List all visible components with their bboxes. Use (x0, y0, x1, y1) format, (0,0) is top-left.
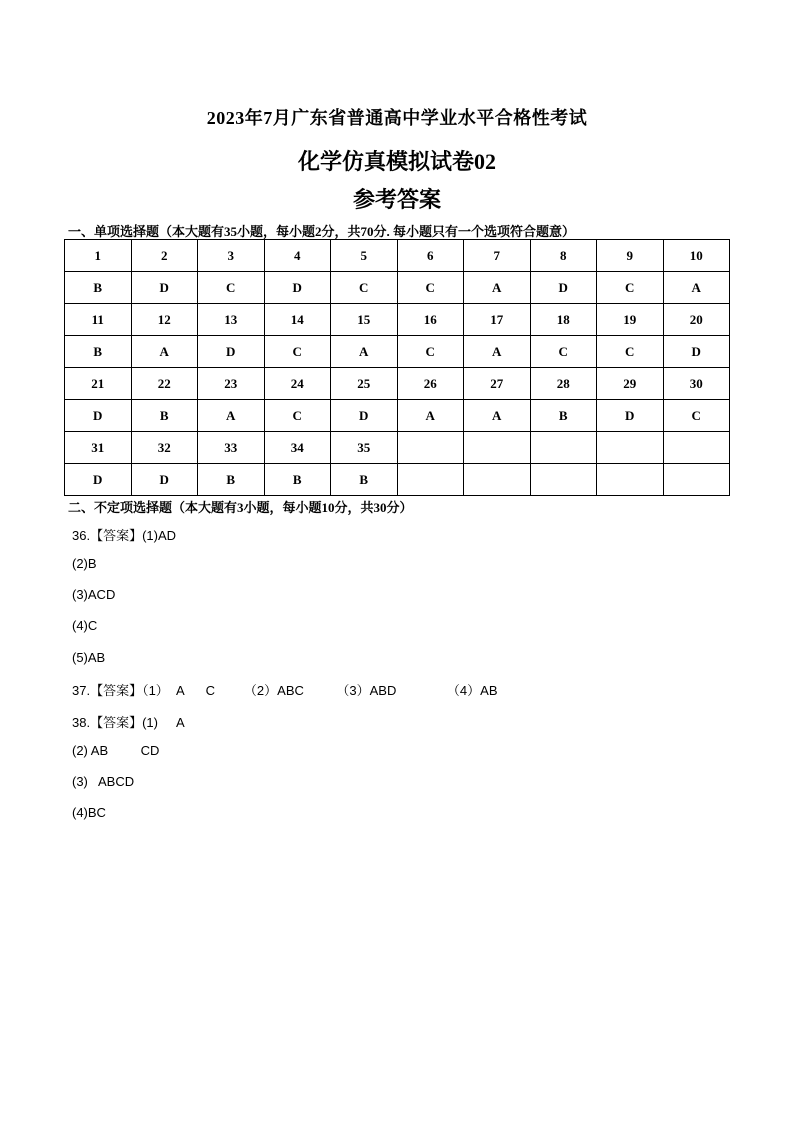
answer-cell: A (663, 272, 730, 304)
answer-cell: D (663, 336, 730, 368)
answer-cell: D (65, 464, 132, 496)
answer-cell: B (65, 272, 132, 304)
answer-line-36-5: (5)AB (72, 650, 106, 665)
answer-cell: A (464, 400, 531, 432)
answer-line-36-3: (3)ACD (72, 587, 116, 602)
question-number-cell: 27 (464, 368, 531, 400)
answer-cell: D (264, 272, 331, 304)
answer-cell: C (331, 272, 398, 304)
answer-cell (397, 464, 464, 496)
question-number-row (65, 432, 730, 464)
question-number-cell: 32 (131, 432, 198, 464)
answer-cell: D (331, 400, 398, 432)
answer-key-title: 参考答案 (352, 187, 441, 212)
question-number-cell: 11 (65, 304, 132, 336)
question-number-cell: 19 (597, 304, 664, 336)
question-number-cell (397, 432, 464, 464)
question-number-cell: 15 (331, 304, 398, 336)
answer-cell: A (397, 400, 464, 432)
answer-row (65, 464, 730, 496)
answer-cell: C (597, 272, 664, 304)
answer-cell: D (131, 464, 198, 496)
answer-cell: A (331, 336, 398, 368)
answer-cell: C (198, 272, 265, 304)
question-number-row (65, 304, 730, 336)
question-number-cell: 31 (65, 432, 132, 464)
question-number-row (65, 240, 730, 272)
answer-cell: A (464, 272, 531, 304)
question-number-cell: 4 (264, 240, 331, 272)
answer-cell: D (65, 400, 132, 432)
answer-cell: C (663, 400, 730, 432)
exam-title: 2023年7月广东省普通高中学业水平合格性考试 (206, 108, 588, 128)
question-number-row (65, 368, 730, 400)
answer-cell: B (530, 400, 597, 432)
question-number-cell: 2 (131, 240, 198, 272)
answer-cell: B (131, 400, 198, 432)
question-number-cell (663, 432, 730, 464)
answer-line-36-2: (2)B (72, 556, 97, 571)
question-number-cell: 26 (397, 368, 464, 400)
answer-cell: D (131, 272, 198, 304)
question-number-cell: 18 (530, 304, 597, 336)
question-number-cell: 23 (198, 368, 265, 400)
question-number-cell: 25 (331, 368, 398, 400)
question-number-cell: 9 (597, 240, 664, 272)
answer-line-38-2: (2) AB CD (72, 743, 160, 758)
answer-line-38-4: (4)BC (72, 805, 106, 820)
section1-heading: 一、单项选择题（本大题有35小题，每小题2分，共70分. 每小题只有一个选项符合题意） (68, 224, 576, 239)
answer-cell: C (597, 336, 664, 368)
section2-heading: 二、不定项选择题（本大题有3小题，每小题10分，共30分） (68, 500, 413, 515)
answer-cell (597, 464, 664, 496)
question-number-cell: 3 (198, 240, 265, 272)
answer-cell: A (464, 336, 531, 368)
answer-cell: A (198, 400, 265, 432)
question-number-cell: 21 (65, 368, 132, 400)
answer-cell: C (264, 336, 331, 368)
answer-cell: B (65, 336, 132, 368)
answer-cell: C (397, 336, 464, 368)
answer-cell: B (331, 464, 398, 496)
answer-cell: B (264, 464, 331, 496)
question-number-cell: 34 (264, 432, 331, 464)
question-number-cell: 24 (264, 368, 331, 400)
question-number-cell: 6 (397, 240, 464, 272)
answer-cell: D (597, 400, 664, 432)
answer-cell: C (264, 400, 331, 432)
question-number-cell: 29 (597, 368, 664, 400)
question-number-cell: 16 (397, 304, 464, 336)
question-number-cell: 7 (464, 240, 531, 272)
answer-cell: C (397, 272, 464, 304)
answer-line-36-1: 36.【答案】(1)AD (72, 528, 177, 543)
answer-cell: D (530, 272, 597, 304)
question-number-cell: 28 (530, 368, 597, 400)
answer-cell (464, 464, 531, 496)
answer-table (64, 239, 730, 496)
answer-row (65, 400, 730, 432)
question-number-cell: 13 (198, 304, 265, 336)
question-number-cell: 12 (131, 304, 198, 336)
question-number-cell: 8 (530, 240, 597, 272)
question-number-cell: 5 (331, 240, 398, 272)
answer-line-36-4: (4)C (72, 618, 98, 633)
question-number-cell: 10 (663, 240, 730, 272)
question-number-cell: 20 (663, 304, 730, 336)
answer-row (65, 272, 730, 304)
question-number-cell: 1 (65, 240, 132, 272)
answer-cell: D (198, 336, 265, 368)
question-number-cell: 22 (131, 368, 198, 400)
answer-cell: B (198, 464, 265, 496)
paper-title: 化学仿真模拟试卷02 (297, 149, 496, 174)
answer-cell: C (530, 336, 597, 368)
question-number-cell: 14 (264, 304, 331, 336)
answer-row (65, 336, 730, 368)
answer-line-38-1: 38.【答案】(1) A (72, 715, 185, 730)
answer-line-37: 37.【答案】（1） A C （2）ABC （3）ABD （4）AB (72, 683, 498, 698)
question-number-cell (530, 432, 597, 464)
question-number-cell: 30 (663, 368, 730, 400)
question-number-cell: 35 (331, 432, 398, 464)
answer-cell: A (131, 336, 198, 368)
question-number-cell: 17 (464, 304, 531, 336)
answer-line-38-3: (3) ABCD (72, 774, 135, 789)
question-number-cell: 33 (198, 432, 265, 464)
answer-cell (530, 464, 597, 496)
answer-cell (663, 464, 730, 496)
question-number-cell (597, 432, 664, 464)
question-number-cell (464, 432, 531, 464)
